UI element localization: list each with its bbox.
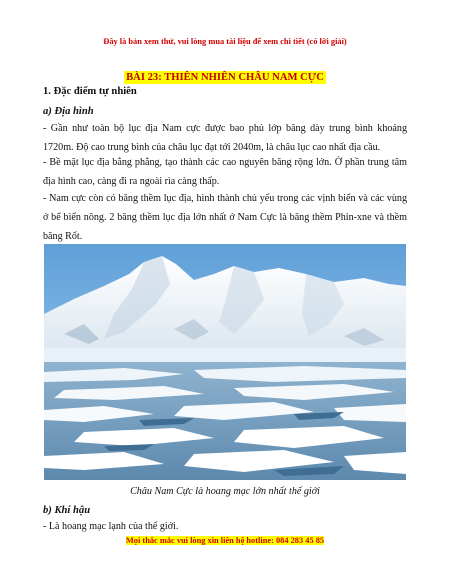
terrain-paragraph-ice-shelves: - Nam cực còn có băng thềm lục địa, hình thành chủ yếu trong các vịnh biển và các vùng ở bể biển nông. 2 băng thềm lục địa lớn nhất ở Nam Cực là băng thềm Phin-xne và thềm băng Rốt. — [43, 193, 407, 242]
subsection-heading-climate: b) Khí hậu — [43, 505, 91, 516]
terrain-paragraph-ice-cover: - Gần như toàn bộ lục địa Nam cực được bao phủ lớp băng dày trung bình khoảng 1720m. Độ cao trung bình của châu lục đạt tới 2040m, là châu lục cao nhất địa cầu. — [43, 123, 407, 153]
lesson-title — [0, 67, 450, 85]
figure-caption: Châu Nam Cực là hoang mạc lớn nhất thế giới — [130, 486, 320, 497]
preview-notice-banner: Đây là bản xem thử, vui lòng mua tài liệu để xem chi tiết (có lời giải) — [103, 37, 347, 46]
hotline-banner — [0, 536, 450, 545]
terrain-paragraph-plateau: - Bề mặt lục địa bằng phẳng, tạo thành các cao nguyên băng rộng lớn. Ở phần trung tâm địa hình cao, càng đi ra ngoài rìa càng thấp. — [43, 157, 407, 187]
subsection-heading-terrain: a) Địa hình — [43, 106, 94, 117]
lesson-title-text: BÀI 23: THIÊN NHIÊN CHÂU NAM CỰC — [126, 72, 324, 83]
climate-paragraph: - Là hoang mạc lạnh của thế giới. — [43, 521, 179, 532]
hotline-text: Mọi thắc mắc vui lòng xin liên hệ hotline: 084 283 45 85 — [125, 536, 325, 545]
antarctica-landscape-illustration — [44, 244, 406, 480]
section-heading-natural-features: 1. Đặc điểm tự nhiên — [43, 86, 137, 97]
antarctica-landscape-photo — [44, 244, 406, 480]
